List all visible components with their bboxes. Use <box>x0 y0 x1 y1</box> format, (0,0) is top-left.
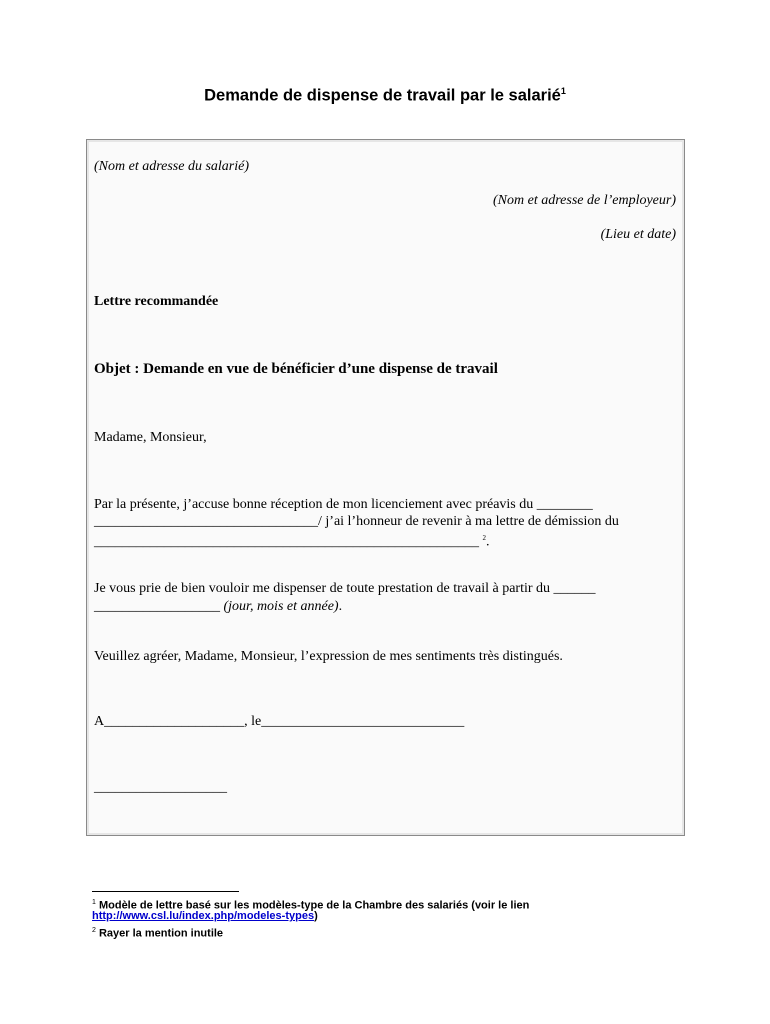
paragraph-1-line-2: ________________________________/ j’ai l’honneur de revenir à ma lettre de démission du <box>94 514 619 529</box>
footnote-1-mark: 1 <box>92 899 96 906</box>
registered-mail-label: Lettre recommandée <box>94 294 219 309</box>
paragraph-2-line-1: Je vous prie de bien vouloir me dispenser de toute prestation de travail à partir du ______ <box>94 581 596 596</box>
signature-line: ___________________ <box>94 780 227 795</box>
footnote-2 <box>92 924 223 941</box>
sender-placeholder: (Nom et adresse du salarié) <box>94 159 250 174</box>
closing-formula: Veuillez agréer, Madame, Monsieur, l’expression de mes sentiments très distingués. <box>94 649 563 664</box>
paragraph-1-footnote-mark: 2 <box>482 534 486 542</box>
letter-subject: Objet : Demande en vue de bénéficier d’une dispense de travail <box>94 361 498 377</box>
salutation: Madame, Monsieur, <box>94 430 207 445</box>
footnote-2-text: Rayer la mention inutile <box>95 927 224 940</box>
recipient-placeholder: (Nom et adresse de l’employeur) <box>493 193 676 208</box>
footnote-2-mark: 2 <box>92 927 96 934</box>
paragraph-1-line-3 <box>94 530 490 551</box>
paragraph-1-blank: _______________________________________________________ <box>94 534 483 550</box>
csl-link[interactable]: http://www.csl.lu/index.php/modeles-types <box>92 910 315 922</box>
title-footnote-mark: 1 <box>560 86 566 96</box>
paragraph-2-end: . <box>338 599 343 614</box>
title-text: Demande de dispense de travail par le salarié <box>204 86 561 105</box>
footnote-1-continuation <box>92 910 318 923</box>
date-hint: (jour, mois et année) <box>223 599 339 614</box>
paragraph-2-blank: __________________ <box>94 599 224 614</box>
paragraph-2-line-2 <box>94 598 342 615</box>
footnote-1-text: Modèle de lettre basé sur les modèles-type de la Chambre des salariés (voir le lien <box>95 899 530 912</box>
footnote-separator <box>92 891 239 892</box>
place-date-line: A____________________, le_____________________________ <box>94 714 465 729</box>
place-date-placeholder: (Lieu et date) <box>600 227 676 242</box>
paragraph-1-line-1: Par la présente, j’accuse bonne réception de mon licenciement avec préavis du ________ <box>94 497 593 512</box>
footnote-1-end: ) <box>314 910 318 922</box>
document-title <box>0 86 770 106</box>
paragraph-1-end: . <box>486 534 490 550</box>
letter-frame <box>86 139 685 836</box>
